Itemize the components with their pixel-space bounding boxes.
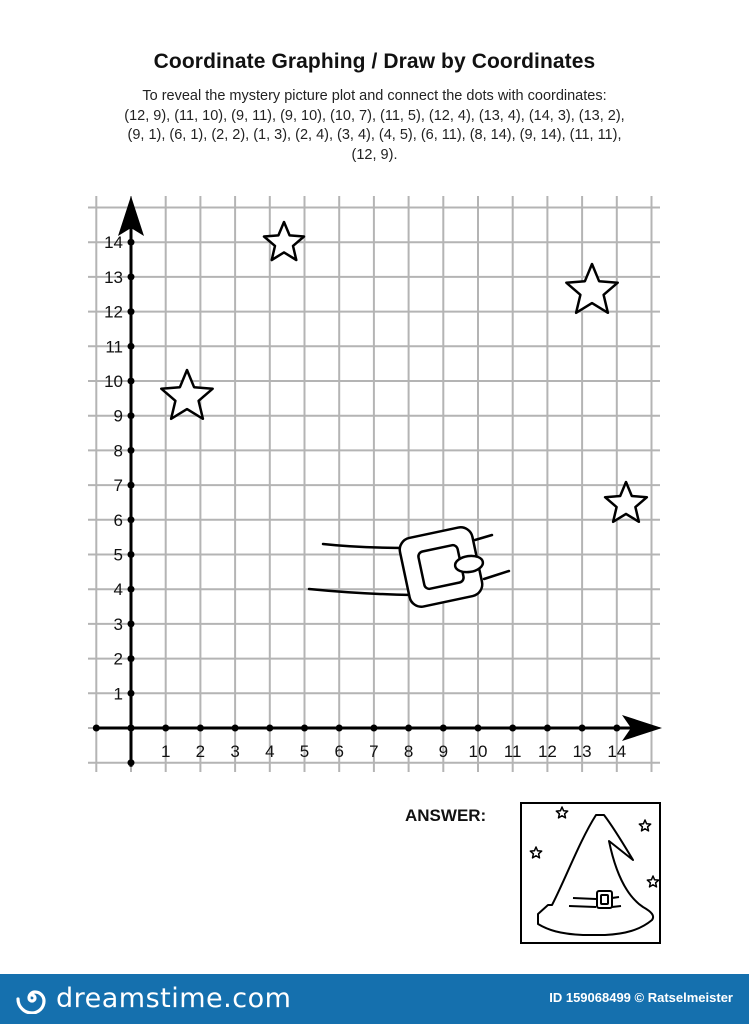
y-tick-label: 12 (104, 302, 123, 322)
instruction-line: (9, 1), (6, 1), (2, 2), (1, 3), (2, 4), (3, 4), (4, 5), (6, 11), (8, 14), (9, 14), (11, 11), (127, 127, 622, 143)
footer-banner (0, 974, 749, 1024)
spiral-logo-icon (16, 982, 48, 1014)
x-tick-label: 7 (369, 742, 379, 761)
image-credit: ID 159068499 © Ratselmeister (549, 990, 733, 1005)
x-tick-label: 4 (265, 742, 275, 761)
x-tick-label: 1 (160, 742, 171, 761)
page-title: Coordinate Graphing / Draw by Coordinates (153, 50, 596, 73)
logo[interactable] (16, 982, 291, 1014)
star-icon (605, 482, 647, 522)
star-icon (161, 370, 212, 419)
instruction-line: (12, 9), (11, 10), (9, 11), (9, 10), (10, 7), (11, 5), (12, 4), (13, 4), (14, 3), (13, 2), (124, 107, 625, 124)
x-tick-label: 8 (403, 742, 414, 761)
y-tick-label: 10 (104, 372, 123, 391)
x-tick-label: 13 (572, 742, 592, 761)
y-tick-label: 13 (104, 267, 123, 287)
x-tick-label: 10 (468, 742, 488, 761)
x-tick-label: 2 (195, 742, 206, 761)
y-tick-label: 6 (113, 510, 123, 530)
y-tick-label: 8 (113, 441, 123, 461)
y-tick-label: 11 (105, 337, 123, 357)
brand-name: dreamstime.com (56, 982, 292, 1014)
x-tick-label: 3 (230, 742, 240, 761)
y-tick-label: 9 (113, 406, 123, 426)
x-tick-label: 14 (607, 742, 627, 761)
x-tick-label: 9 (438, 742, 449, 761)
x-tick-label: 11 (503, 742, 522, 761)
y-tick-label: 1 (113, 684, 123, 704)
y-tick-label: 4 (113, 580, 123, 600)
x-tick-label: 5 (299, 742, 310, 761)
instruction-line: To reveal the mystery picture plot and connect the dots with coordinates: (142, 88, 607, 104)
y-tick-label: 2 (113, 649, 123, 669)
star-icon (566, 264, 617, 313)
x-tick-label: 6 (334, 742, 344, 761)
y-tick-label: 3 (113, 614, 123, 634)
answer-label: ANSWER: (405, 806, 487, 825)
answer-box (521, 803, 660, 943)
y-tick-label: 5 (113, 545, 123, 565)
x-tick-label: 12 (537, 742, 557, 761)
instruction-line: (12, 9). (351, 146, 398, 163)
y-tick-label: 7 (113, 476, 123, 496)
y-tick-label: 14 (104, 233, 123, 253)
